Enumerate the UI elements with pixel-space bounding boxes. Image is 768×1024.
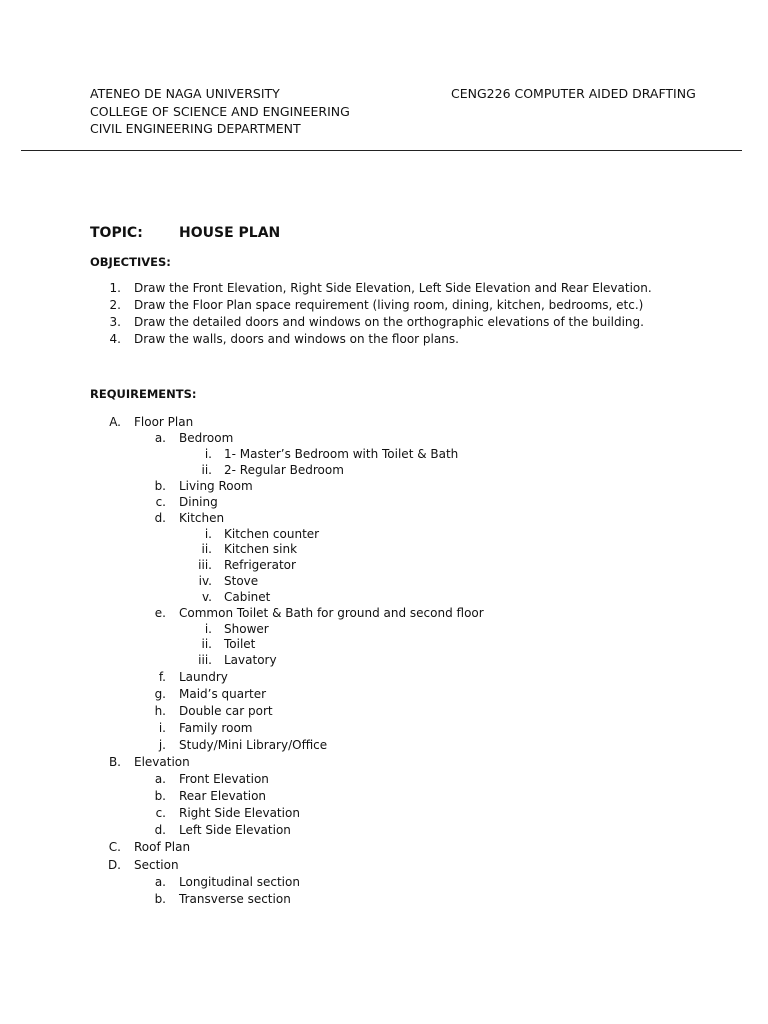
list-marker: C. [108,840,121,854]
list-marker: iii. [198,653,212,667]
list-text: Roof Plan [134,840,191,854]
list-marker: h. [154,704,166,718]
list-marker: c. [155,495,166,509]
list-text: Lavatory [224,653,277,667]
list-marker: B. [108,755,121,769]
list-marker: b. [154,789,166,803]
list-marker: b. [154,892,166,906]
list-marker: d. [154,823,166,837]
list-text: Living Room [179,479,253,493]
list-marker: e. [154,606,166,620]
college-name: COLLEGE OF SCIENCE AND ENGINEERING [90,103,350,119]
list-marker: 3. [109,315,121,329]
list-marker: a. [154,431,166,445]
list-text: Draw the Floor Plan space requirement (living room, dining, kitchen, bedrooms, etc.) [134,298,644,312]
list-text: Common Toilet & Bath for ground and second floor [179,606,484,620]
requirements-heading: REQUIREMENTS: [90,387,197,401]
header-divider [21,150,742,151]
list-marker: 2. [109,298,121,312]
list-text: Section [134,858,179,872]
list-marker: g. [154,687,166,701]
list-text: Floor Plan [134,415,194,429]
list-text: Kitchen sink [224,542,298,556]
list-marker: j. [158,738,166,752]
list-marker: i. [204,447,212,461]
list-text: Longitudinal section [179,875,300,889]
list-marker: 1. [109,281,121,295]
list-text: Right Side Elevation [179,806,300,820]
list-text: Rear Elevation [179,789,267,803]
list-text: Double car port [179,704,273,718]
list-text: 2- Regular Bedroom [224,463,344,477]
list-marker: d. [154,511,166,525]
topic-label: TOPIC: [90,225,143,241]
list-text: Maid’s quarter [179,687,267,701]
list-text: Elevation [134,755,190,769]
list-text: Bedroom [179,431,234,445]
list-text: Kitchen counter [224,527,320,541]
list-marker: c. [155,806,166,820]
list-text: Study/Mini Library/Office [179,738,328,752]
list-marker: i. [204,622,212,636]
list-marker: v. [202,590,212,604]
topic-value: HOUSE PLAN [179,225,281,241]
list-text: Draw the walls, doors and windows on the floor plans. [134,332,459,346]
list-text: Cabinet [224,590,271,604]
list-marker: i. [158,721,166,735]
list-text: Toilet [224,637,256,651]
list-text: Front Elevation [179,772,269,786]
list-marker: i. [204,527,212,541]
list-text: Draw the detailed doors and windows on the orthographic elevations of the building. [134,315,644,329]
objectives-heading: OBJECTIVES: [90,255,171,269]
list-text: Shower [224,622,269,636]
list-marker: f. [158,670,166,684]
header-institution [90,85,350,138]
list-text: Stove [224,574,259,588]
list-marker: 4. [109,332,121,346]
department-name: CIVIL ENGINEERING DEPARTMENT [90,121,301,136]
list-marker: iii. [198,558,212,572]
list-text: Draw the Front Elevation, Right Side Elevation, Left Side Elevation and Rear Elevation. [134,281,652,295]
list-text: Transverse section [179,892,291,906]
list-marker: ii. [201,637,212,651]
list-marker: iv. [198,574,212,588]
list-text: Left Side Elevation [179,823,291,837]
list-marker: a. [154,772,166,786]
list-text: Dining [179,495,218,509]
list-marker: D. [107,858,121,872]
list-marker: A. [109,415,121,429]
list-marker: b. [154,479,166,493]
list-marker: ii. [201,463,212,477]
course-title: CENG226 COMPUTER AIDED DRAFTING [451,86,696,101]
list-text: Laundry [179,670,228,684]
list-marker: ii. [201,542,212,556]
list-text: 1- Master’s Bedroom with Toilet & Bath [224,447,459,461]
list-marker: a. [154,875,166,889]
list-text: Kitchen [179,511,225,525]
list-text: Family room [179,721,253,735]
list-text: Refrigerator [224,558,296,572]
university-name: ATENEO DE NAGA UNIVERSITY [90,86,280,101]
